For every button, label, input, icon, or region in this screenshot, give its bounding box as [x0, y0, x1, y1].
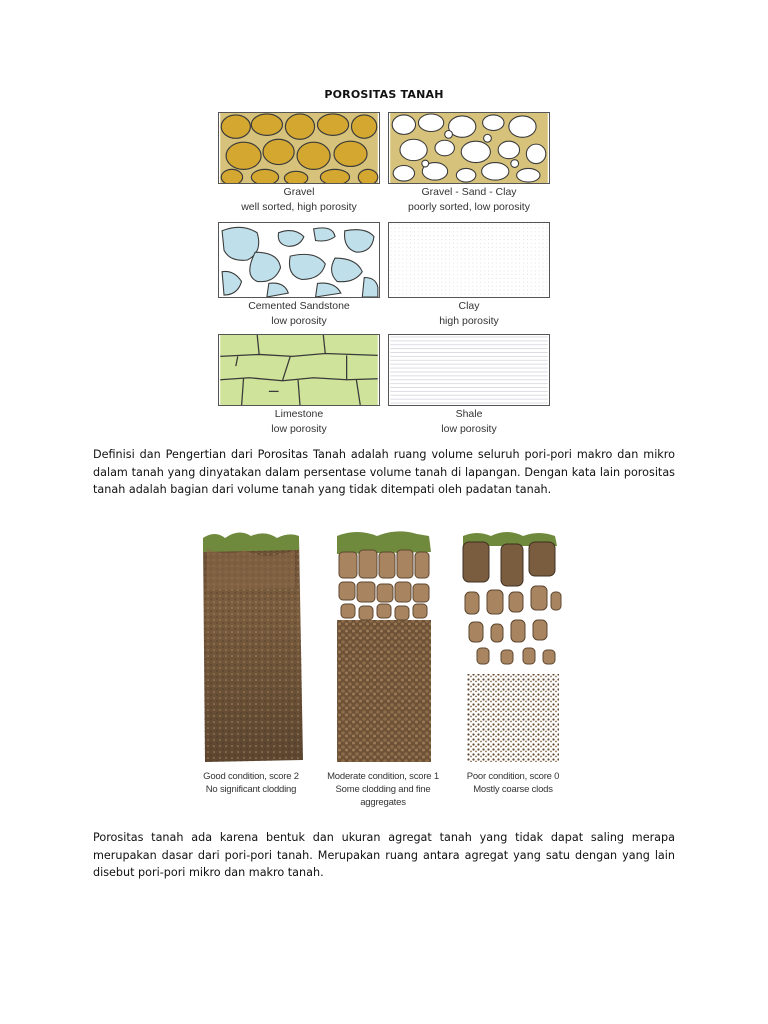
panel-shale: [388, 334, 550, 436]
soil-column-moderate: [327, 528, 439, 809]
soil-column-good: [195, 528, 307, 796]
soil-column-poor: [457, 528, 569, 796]
soil-moderate-caption-1: Moderate condition, score 1: [327, 771, 439, 782]
panel-limestone: [218, 334, 380, 436]
panel-gravel-name: Gravel: [283, 186, 315, 198]
limestone-illustration: [218, 334, 380, 406]
panel-clay-desc: high porosity: [439, 315, 499, 327]
shale-illustration: [388, 334, 550, 406]
soil-poor-caption-1: Poor condition, score 0: [466, 771, 560, 782]
paragraph-porosity-cause: Porositas tanah ada karena bentuk dan ukuran agregat tanah yang tidak dapat saling merapa merupakan dasar dari pori-pori tanah. Merupakan ruang antara agregat yang satu dengan yang lain disebut pori-pori mikro dan makro tanah.: [93, 831, 675, 879]
panel-gravel-sand-clay-name: Gravel - Sand - Clay: [421, 186, 517, 198]
soil-poor-illustration: [457, 528, 569, 764]
soil-good-illustration: [195, 528, 307, 764]
soil-moderate-caption-2: Some clodding and fine aggregates: [335, 784, 431, 808]
document-title: POROSITAS TANAH: [324, 88, 444, 101]
panel-shale-desc: low porosity: [441, 423, 497, 435]
porosity-figure: [218, 112, 550, 438]
panel-gravel-sand-clay: [388, 112, 550, 214]
soil-good-caption-2: No significant clodding: [205, 784, 297, 795]
panel-gravel: [218, 112, 380, 214]
soil-poor-caption-2: Mostly coarse clods: [473, 784, 553, 795]
panel-clay-name: Clay: [458, 300, 480, 312]
paragraph-definition: Definisi dan Pengertian dari Porositas Tanah adalah ruang volume seluruh pori-pori makro dan mikro dalam tanah yang dinyatakan dalam persentase volume tanah di lapangan. Dengan kata lain porositas tanah adalah bagian dari volume tanah yang tidak ditempati oleh padatan tanah.: [93, 448, 675, 496]
panel-shale-name: Shale: [455, 408, 483, 420]
clay-illustration: [388, 222, 550, 298]
panel-gravel-sand-clay-desc: poorly sorted, low porosity: [408, 201, 530, 213]
gravel-illustration: [218, 112, 380, 184]
panel-cemented-sandstone: [218, 222, 380, 328]
panel-clay: [388, 222, 550, 328]
soil-condition-figure: [195, 528, 575, 810]
panel-cemented-sandstone-name: Cemented Sandstone: [248, 300, 350, 312]
gravel-sand-clay-illustration: [388, 112, 550, 184]
soil-moderate-illustration: [327, 528, 439, 764]
soil-good-caption-1: Good condition, score 2: [203, 771, 299, 782]
panel-cemented-sandstone-desc: low porosity: [271, 315, 327, 327]
panel-gravel-desc: well sorted, high porosity: [241, 201, 357, 213]
panel-limestone-name: Limestone: [274, 408, 324, 420]
panel-limestone-desc: low porosity: [271, 423, 327, 435]
cemented-sandstone-illustration: [218, 222, 380, 298]
